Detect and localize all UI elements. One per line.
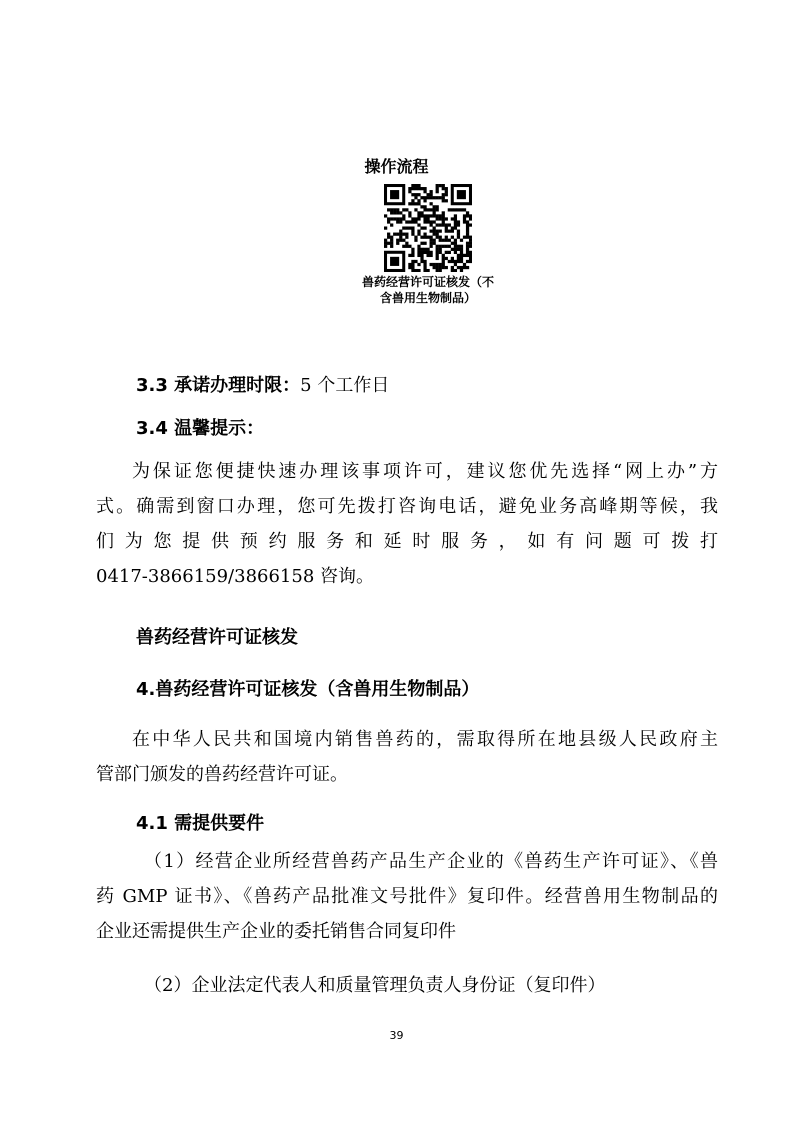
qr-caption [340, 274, 516, 306]
section-3-3-value: 5 个工作日 [300, 375, 390, 396]
section-4-1-heading: 4.1 需提供要件 [136, 813, 265, 834]
paragraph-line: 式。确需到窗口办理，您可先拨打咨询电话，避免业务高峰期等候，我 [96, 496, 718, 517]
page-number: 39 [389, 1029, 404, 1042]
section-4-1-item1 [96, 844, 718, 949]
paragraph-line: 管部门颁发的兽药经营许可证。 [96, 764, 348, 785]
paragraph-line: 药 GMP 证书》、《兽药产品批准文号批件》复印件。经营兽用生物制品的 [96, 886, 718, 907]
paragraph-line: 们为您提供预约服务和延时服务，如有问题可拨打 [96, 531, 718, 552]
section-3-3-heading: 3.3 承诺办理时限： [136, 375, 301, 396]
qr-caption-line2: 含兽用生物制品） [379, 291, 476, 305]
paragraph-line: 为保证您便捷快速办理该事项许可，建议您优先选择“网上办”方 [132, 461, 718, 482]
qr-caption-line1: 兽药经营许可证核发（不 [361, 275, 494, 289]
paragraph-line: 企业还需提供生产企业的委托销售合同复印件 [96, 921, 456, 942]
qr-code-image [384, 184, 472, 272]
paragraph-line: （1）经营企业所经营兽药产品生产企业的《兽药生产许可证》、《兽 [144, 851, 718, 872]
section-3-3 [136, 374, 389, 398]
section-3-4-paragraph [96, 454, 718, 594]
section-4-1-item2 [96, 968, 718, 1003]
section-3-4-heading: 3.4 温馨提示： [136, 418, 265, 439]
paragraph-line: 在中华人民共和国境内销售兽药的，需取得所在地县级人民政府主 [132, 729, 718, 750]
item-title: 兽药经营许可证核发 [136, 627, 298, 648]
paragraph-line: 0417-3866159/3866158 咨询。 [96, 566, 375, 587]
section-4-paragraph [96, 722, 718, 792]
section-4-heading: 4.兽药经营许可证核发（含兽用生物制品） [136, 679, 480, 700]
qr-code[interactable] [384, 184, 472, 272]
paragraph-line: （2）企业法定代表人和质量管理负责人身份证（复印件） [144, 975, 606, 996]
qr-title: 操作流程 [364, 157, 429, 176]
